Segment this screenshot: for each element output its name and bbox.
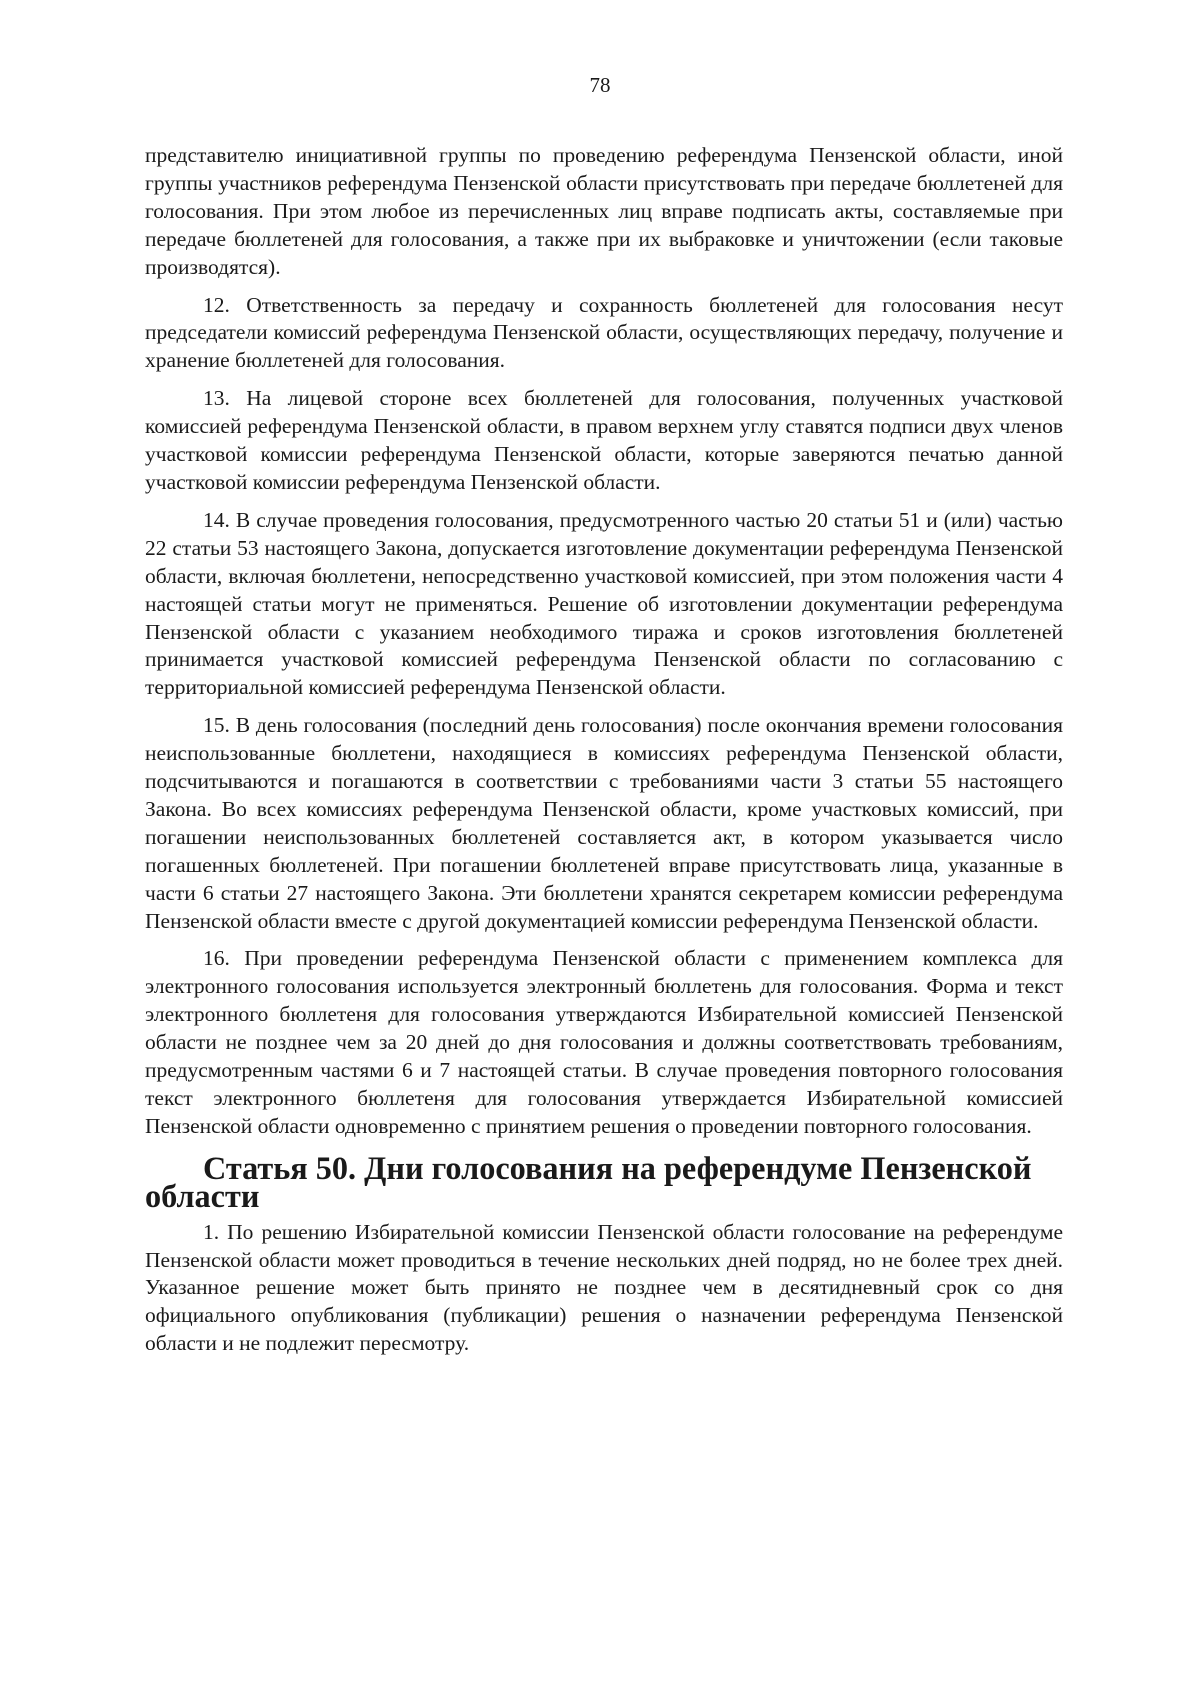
article-paragraph-1: 1. По решению Избирательной комиссии Пензенской области голосование на референдуме Пензенской области может проводиться в течение нескольких дней подряд, но не более трех дней. Указанное решение может быть принято не позднее чем в десятидневный срок со дня официального опубликования (публикации) решения о назначении референдума Пензенской области и не подлежит пересмотру. (145, 1219, 1063, 1356)
paragraph-14: 14. В случае проведения голосования, предусмотренного частью 20 статьи 51 и (или) частью 22 статьи 53 настоящего Закона, допускается изготовление документации референдума Пензенской области, включая бюллетени, непосредственно участковой комиссией, при этом положения части 4 настоящей статьи могут не применяться. Решение об изготовлении документации референдума Пензенской области с указанием необходимого тиража и сроков изготовления бюллетеней принимается участковой комиссией референдума Пензенской области по согласованию с территориальной комиссией референдума Пензенской области. (145, 507, 1063, 700)
paragraph-15: 15. В день голосования (последний день голосования) после окончания времени голосования неиспользованные бюллетени, находящиеся в комиссиях референдума Пензенской области, подсчитываются и погашаются в соответствии с требованиями части 3 статьи 55 настоящего Закона. Во всех комиссиях референдума Пензенской области, кроме участковых комиссий, при погашении неиспользованных бюллетеней составляется акт, в котором указывается число погашенных бюллетеней. При погашении бюллетеней вправе присутствовать лица, указанные в части 6 статьи 27 настоящего Закона. Эти бюллетени хранятся секретарем комиссии референдума Пензенской области вместе с другой документацией комиссии референдума Пензенской области. (145, 713, 1063, 933)
paragraph-16: 16. При проведении референдума Пензенской области с применением комплекса для электронного голосования используется электронный бюллетень для голосования. Форма и текст электронного бюллетеня для голосования утверждаются Избирательной комиссией Пензенской области не позднее чем за 20 дней до дня голосования и должны соответствовать требованиям, предусмотренным частями 6 и 7 настоящей статьи. В случае проведения повторного голосования текст электронного бюллетеня для голосования утверждается Избирательной комиссией Пензенской области одновременно с принятием решения о проведении повторного голосования. (145, 946, 1063, 1138)
paragraph-12: 12. Ответственность за передачу и сохранность бюллетеней для голосования несут председатели комиссий референдума Пензенской области, осуществляющих передачу, получение и хранение бюллетеней для голосования. (145, 292, 1063, 373)
paragraph-13: 13. На лицевой стороне всех бюллетеней для голосования, полученных участковой комиссией референдума Пензенской области, в правом верхнем углу ставятся подписи двух членов участковой комиссии референдума Пензенской области, которые заверяются печатью данной участковой комиссии референдума Пензенской области. (145, 386, 1063, 494)
page-number: 78 (589, 73, 611, 97)
paragraph-continuation: представителю инициативной группы по проведению референдума Пензенской области, иной группы участников референдума Пензенской области присутствовать при передаче бюллетеней для голосования. При этом любое из перечисленных лиц вправе подписать акты, составляемые при передаче бюллетеней для голосования, а также при их выбраковке и уничтожении (если таковые производятся). (145, 143, 1063, 279)
article-heading: Статья 50. Дни голосования на референдуме Пензенской области (145, 1149, 1032, 1214)
document-body (145, 142, 1063, 1368)
